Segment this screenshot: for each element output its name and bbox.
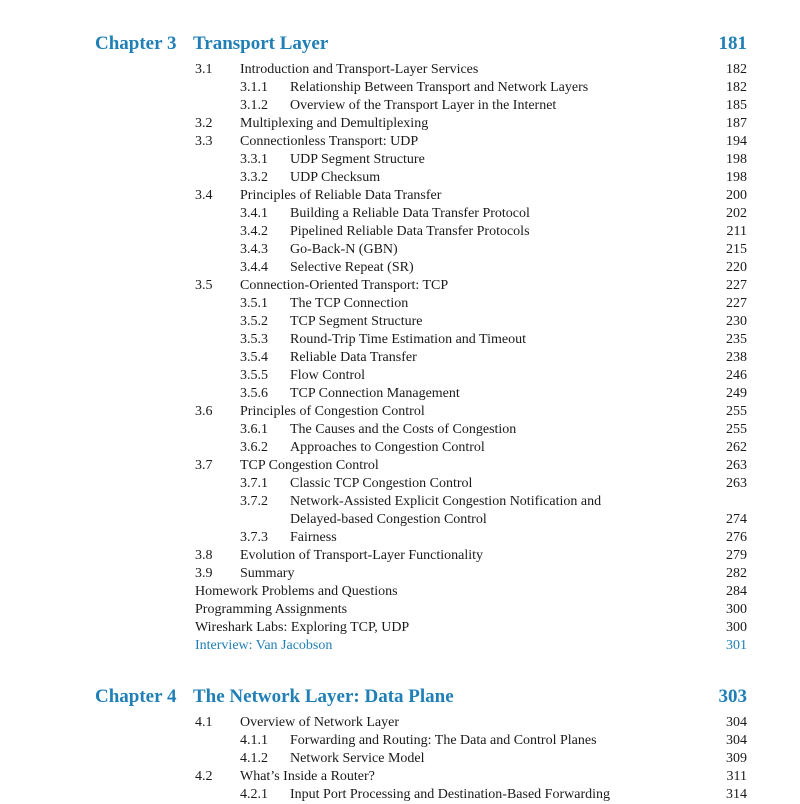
section-title: Connectionless Transport: UDP — [240, 134, 419, 149]
subsection-number: 3.1.1 — [240, 80, 268, 95]
page-number: 300 — [726, 602, 747, 617]
toc-entry[interactable] — [95, 79, 747, 97]
page-number: 314 — [726, 787, 747, 802]
chapter-heading — [95, 686, 747, 714]
subsection-number: 4.2.1 — [240, 787, 268, 802]
toc-entry[interactable] — [95, 187, 747, 205]
section-number: 3.2 — [195, 116, 213, 131]
subsection-title: The Causes and the Costs of Congestion — [290, 422, 517, 437]
section-number: 3.7 — [195, 458, 213, 473]
toc-entry[interactable] — [95, 133, 747, 151]
chapter-number: Chapter 3 — [95, 33, 177, 54]
subsection-title: Round-Trip Time Estimation and Timeout — [290, 332, 526, 347]
toc-entry[interactable] — [95, 714, 747, 732]
subsection-number: 4.1.1 — [240, 733, 268, 748]
subsection-number: 3.5.3 — [240, 332, 268, 347]
page-number: 220 — [726, 260, 747, 275]
section-title: Principles of Reliable Data Transfer — [240, 188, 442, 203]
section-number: 4.1 — [195, 715, 213, 730]
page-number: 255 — [726, 404, 747, 419]
subsection-number: 3.5.4 — [240, 350, 268, 365]
subsection-title: Input Port Processing and Destination-Based Forwarding — [290, 787, 611, 802]
section-number: 3.6 — [195, 404, 213, 419]
section-number: 3.1 — [195, 62, 213, 77]
page-number: 215 — [726, 242, 747, 257]
toc-entry[interactable] — [95, 61, 747, 79]
page-number: 301 — [726, 638, 747, 653]
chapter-number: Chapter 4 — [95, 686, 177, 707]
subsection-title: Approaches to Congestion Control — [290, 440, 485, 455]
toc-entry[interactable] — [95, 786, 747, 804]
subsection-title: Selective Repeat (SR) — [290, 260, 414, 275]
subsection-title: Delayed-based Congestion Control — [290, 512, 487, 527]
subsection-title: Network-Assisted Explicit Congestion Notification and — [290, 494, 602, 509]
toc-entry[interactable] — [95, 259, 747, 277]
subsection-number: 3.7.3 — [240, 530, 268, 545]
section-number: 3.9 — [195, 566, 213, 581]
page-number: 182 — [726, 80, 747, 95]
toc-entry[interactable] — [95, 223, 747, 241]
section-title: What’s Inside a Router? — [240, 769, 375, 784]
toc-entry[interactable] — [95, 529, 747, 547]
section-title: Principles of Congestion Control — [240, 404, 425, 419]
section-title: Introduction and Transport-Layer Services — [240, 62, 479, 77]
subsection-number: 4.1.2 — [240, 751, 268, 766]
subsection-title: TCP Connection Management — [290, 386, 460, 401]
toc-entry[interactable] — [95, 619, 747, 637]
toc-entry[interactable] — [95, 349, 747, 367]
page-number: 182 — [726, 62, 747, 77]
toc-entry[interactable] — [95, 115, 747, 133]
page-number: 263 — [726, 458, 747, 473]
toc-entry[interactable] — [95, 547, 747, 565]
page-number: 202 — [726, 206, 747, 221]
toc-entry[interactable] — [95, 385, 747, 403]
toc-entry[interactable] — [95, 151, 747, 169]
subsection-title: Forwarding and Routing: The Data and Control Planes — [290, 733, 597, 748]
page-number: 263 — [726, 476, 747, 491]
subsection-number: 3.4.1 — [240, 206, 268, 221]
toc-entry[interactable] — [95, 205, 747, 223]
chapter-page: 303 — [718, 686, 747, 707]
chapter-title: The Network Layer: Data Plane — [193, 686, 454, 707]
chapter-3-section — [95, 33, 747, 655]
subsection-number: 3.5.1 — [240, 296, 268, 311]
page-number: 198 — [726, 152, 747, 167]
subsection-title: Reliable Data Transfer — [290, 350, 417, 365]
page-number: 311 — [726, 769, 747, 784]
page-number: 230 — [726, 314, 747, 329]
toc-entry[interactable] — [95, 637, 747, 655]
page-number: 274 — [726, 512, 747, 527]
subsection-number: 3.3.2 — [240, 170, 268, 185]
toc-entry[interactable] — [95, 511, 747, 529]
toc-entry[interactable] — [95, 493, 747, 511]
section-number: 4.2 — [195, 769, 213, 784]
chapter-heading — [95, 33, 747, 61]
page-number: 211 — [726, 224, 747, 239]
subsection-title: Network Service Model — [290, 751, 425, 766]
subsection-number: 3.4.4 — [240, 260, 268, 275]
page-number: 238 — [726, 350, 747, 365]
entry-title: Homework Problems and Questions — [195, 584, 398, 599]
chapter-title: Transport Layer — [193, 33, 329, 54]
page-number: 249 — [726, 386, 747, 401]
toc-entry[interactable] — [95, 277, 747, 295]
toc-entry[interactable] — [95, 565, 747, 583]
page-number: 227 — [726, 296, 747, 311]
subsection-title: Relationship Between Transport and Network Layers — [290, 80, 589, 95]
page-number: 194 — [726, 134, 747, 149]
page-number: 262 — [726, 440, 747, 455]
page-number: 235 — [726, 332, 747, 347]
subsection-number: 3.5.2 — [240, 314, 268, 329]
subsection-number: 3.5.5 — [240, 368, 268, 383]
toc-entry[interactable] — [95, 169, 747, 187]
section-number: 3.8 — [195, 548, 213, 563]
section-title: Connection-Oriented Transport: TCP — [240, 278, 449, 293]
subsection-title: UDP Segment Structure — [290, 152, 425, 167]
subsection-number: 3.4.2 — [240, 224, 268, 239]
section-number: 3.3 — [195, 134, 213, 149]
subsection-number: 3.1.2 — [240, 98, 268, 113]
toc-entry[interactable] — [95, 439, 747, 457]
page-number: 284 — [726, 584, 747, 599]
toc-entry[interactable] — [95, 601, 747, 619]
toc-entry[interactable] — [95, 295, 747, 313]
section-title: TCP Congestion Control — [240, 458, 379, 473]
toc-entries — [95, 61, 747, 655]
chapter-4-section — [95, 686, 747, 804]
section-title: Summary — [240, 566, 295, 581]
subsection-title: TCP Segment Structure — [290, 314, 423, 329]
subsection-number: 3.3.1 — [240, 152, 268, 167]
toc-entry[interactable] — [95, 241, 747, 259]
section-title: Evolution of Transport-Layer Functionality — [240, 548, 484, 563]
toc-entry[interactable] — [95, 732, 747, 750]
page-number: 255 — [726, 422, 747, 437]
subsection-title: UDP Checksum — [290, 170, 381, 185]
page-number: 282 — [726, 566, 747, 581]
toc-entry[interactable] — [95, 421, 747, 439]
subsection-number: 3.7.1 — [240, 476, 268, 491]
toc-entry[interactable] — [95, 331, 747, 349]
page-number: 304 — [726, 715, 747, 730]
subsection-title: Building a Reliable Data Transfer Protocol — [290, 206, 530, 221]
subsection-title: The TCP Connection — [290, 296, 409, 311]
toc-entry[interactable] — [95, 475, 747, 493]
subsection-title: Classic TCP Congestion Control — [290, 476, 473, 491]
page-number: 300 — [726, 620, 747, 635]
subsection-number: 3.4.3 — [240, 242, 268, 257]
page-number: 279 — [726, 548, 747, 563]
page-number: 246 — [726, 368, 747, 383]
toc-entry[interactable] — [95, 750, 747, 768]
section-title: Overview of Network Layer — [240, 715, 399, 730]
section-title: Multiplexing and Demultiplexing — [240, 116, 429, 131]
chapter-page: 181 — [718, 33, 747, 54]
subsection-number: 3.7.2 — [240, 494, 268, 509]
entry-title: Interview: Van Jacobson — [195, 638, 333, 653]
page-number: 198 — [726, 170, 747, 185]
subsection-title: Fairness — [290, 530, 337, 545]
section-number: 3.5 — [195, 278, 213, 293]
subsection-title: Overview of the Transport Layer in the Internet — [290, 98, 557, 113]
subsection-number: 3.5.6 — [240, 386, 268, 401]
page-number: 227 — [726, 278, 747, 293]
page-number: 309 — [726, 751, 747, 766]
page-number: 185 — [726, 98, 747, 113]
toc-entry[interactable] — [95, 97, 747, 115]
toc-entry[interactable] — [95, 403, 747, 421]
section-number: 3.4 — [195, 188, 213, 203]
subsection-title: Go-Back-N (GBN) — [290, 242, 398, 257]
toc-entry[interactable] — [95, 583, 747, 601]
subsection-title: Flow Control — [290, 368, 366, 383]
toc-entries — [95, 714, 747, 804]
entry-title: Programming Assignments — [195, 602, 348, 617]
page-number: 200 — [726, 188, 747, 203]
page-number: 276 — [726, 530, 747, 545]
subsection-number: 3.6.1 — [240, 422, 268, 437]
page-number: 187 — [726, 116, 747, 131]
subsection-number: 3.6.2 — [240, 440, 268, 455]
toc-entry[interactable] — [95, 367, 747, 385]
subsection-title: Pipelined Reliable Data Transfer Protocols — [290, 224, 530, 239]
toc-entry[interactable] — [95, 768, 747, 786]
page-number: 304 — [726, 733, 747, 748]
toc-entry[interactable] — [95, 313, 747, 331]
toc-entry[interactable] — [95, 457, 747, 475]
entry-title: Wireshark Labs: Exploring TCP, UDP — [195, 620, 410, 635]
